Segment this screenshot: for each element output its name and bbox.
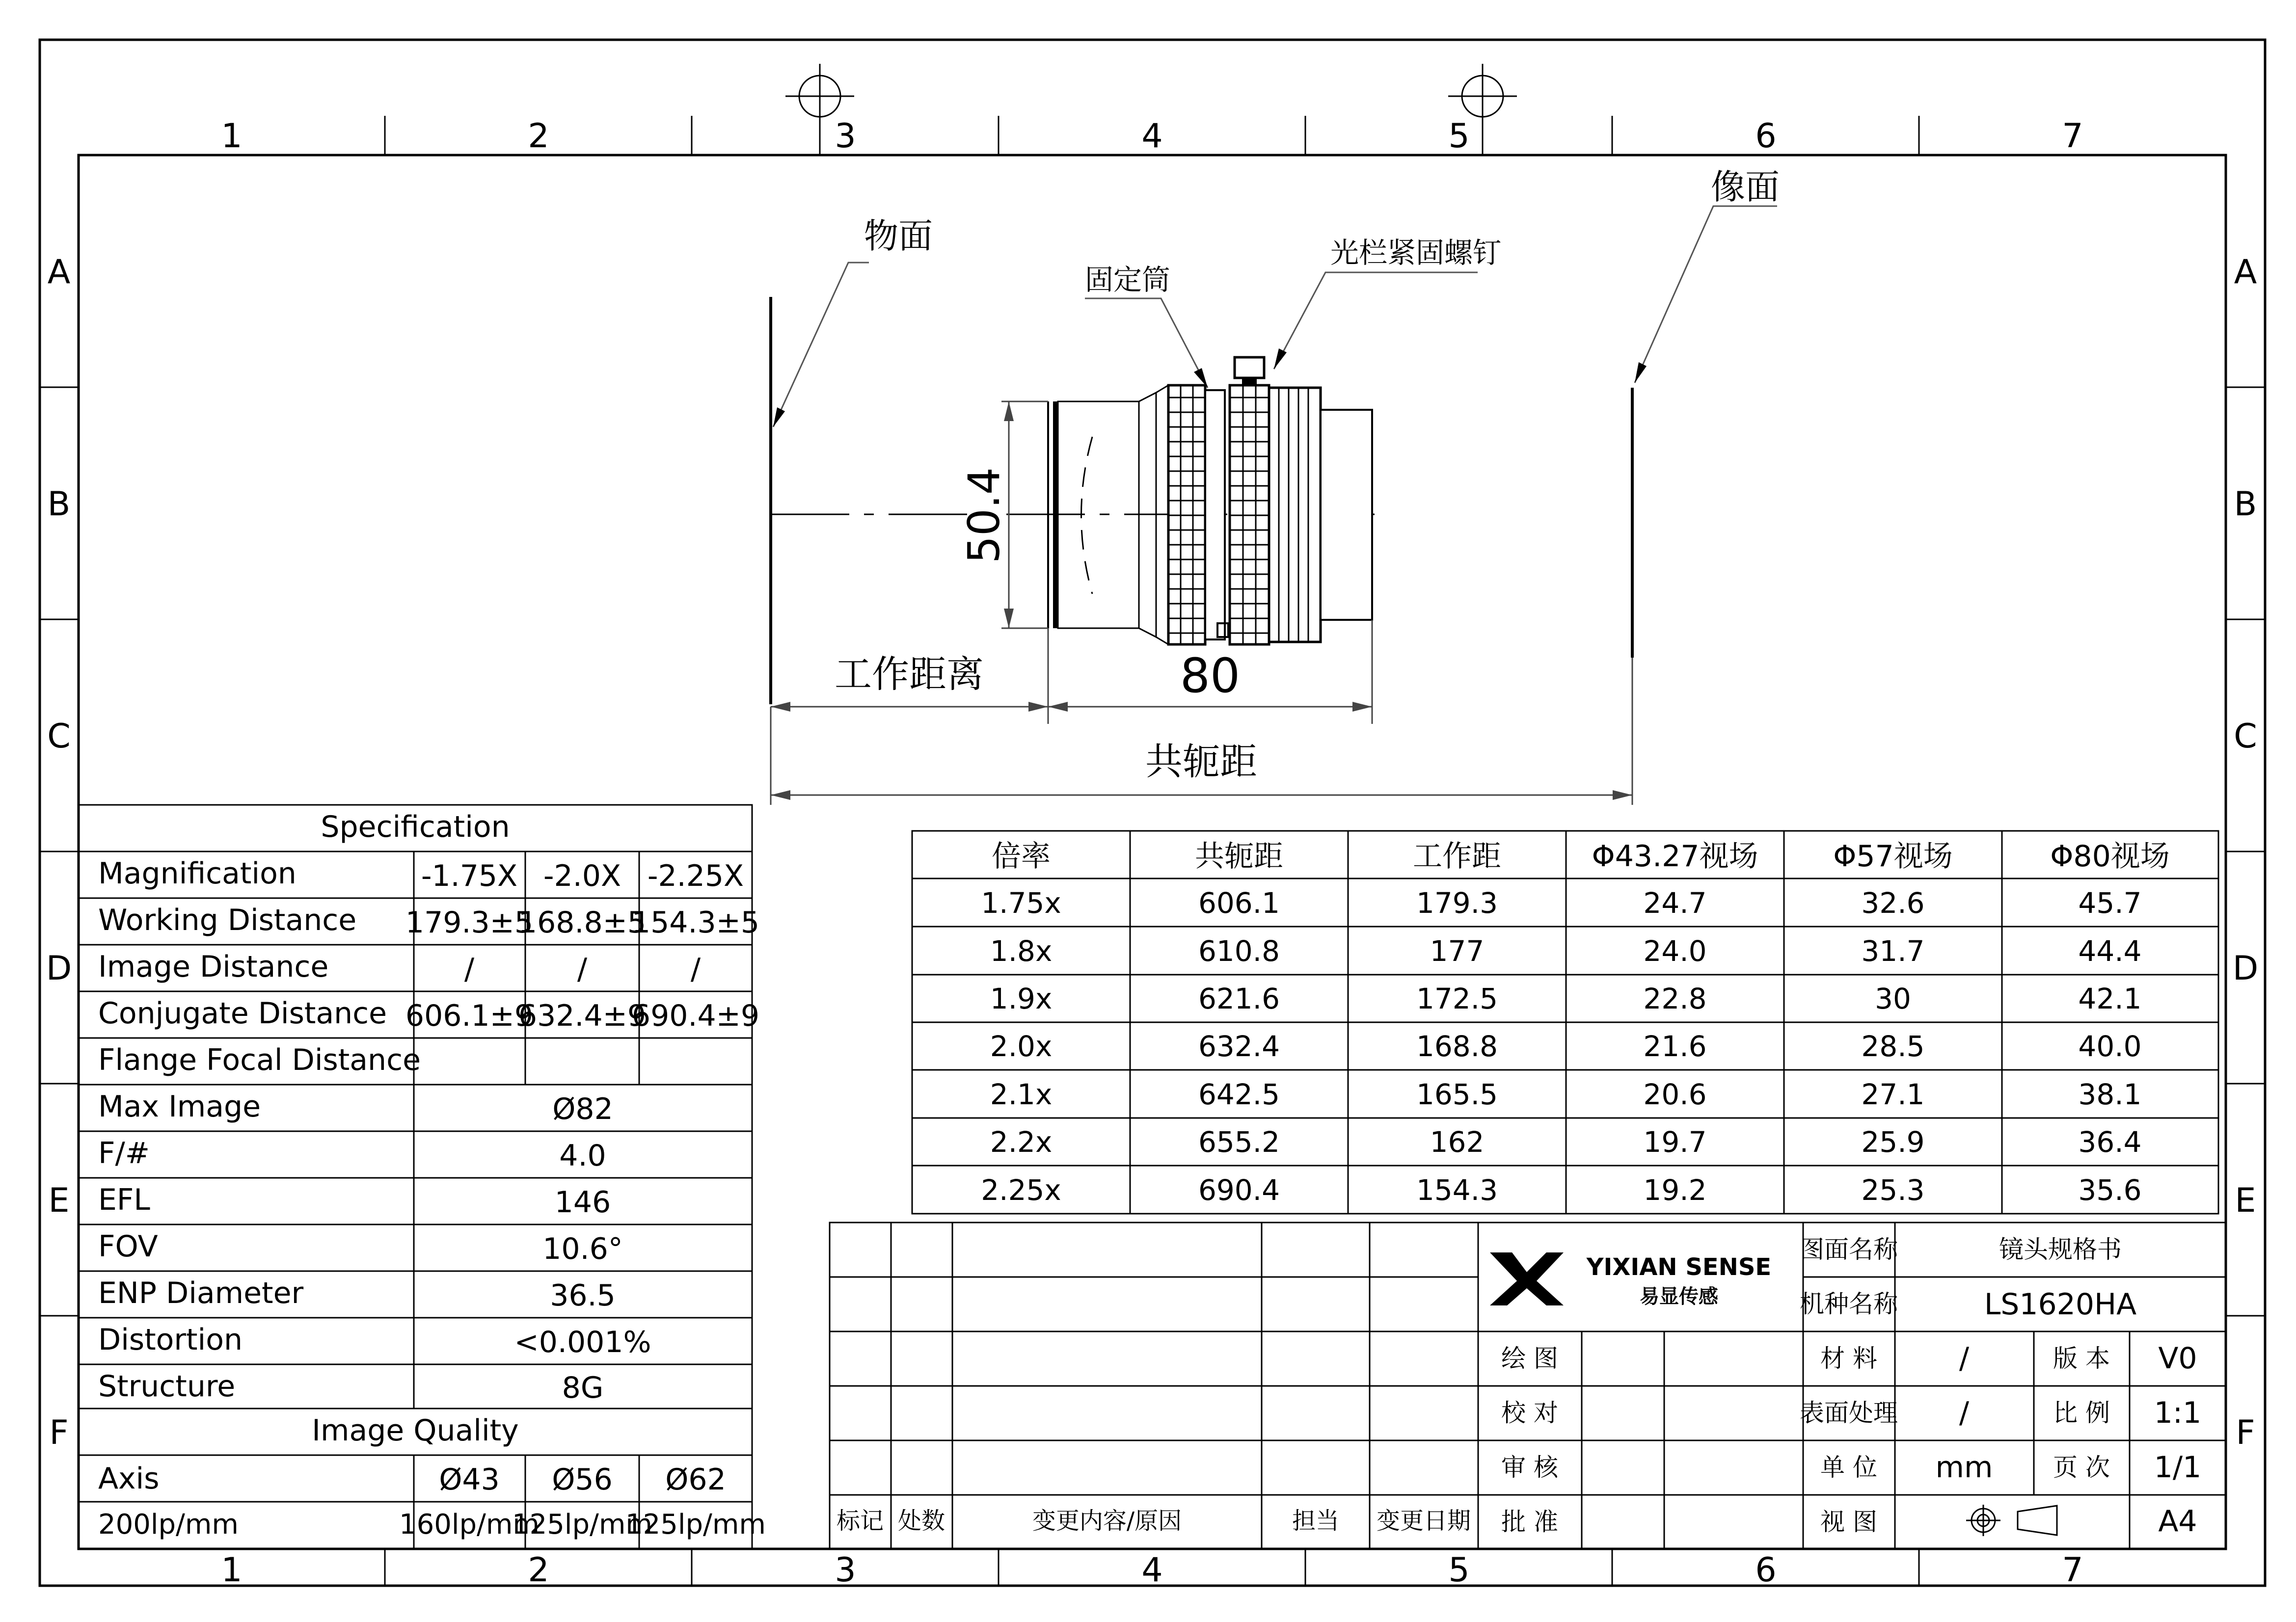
- mag-cell: 19.7: [1643, 1125, 1707, 1159]
- length-dimension: 80: [1180, 648, 1241, 703]
- row-label-left-e: E: [48, 1181, 70, 1220]
- mag-cell: 44.4: [2078, 934, 2142, 968]
- spec-value: 160lp/mm: [399, 1509, 540, 1541]
- mag-header: 共轭距: [1195, 839, 1283, 874]
- spec-label-axis: Axis: [98, 1462, 160, 1496]
- mag-header: 倍率: [992, 839, 1051, 874]
- revision-header: 变更内容/原因: [1032, 1507, 1182, 1535]
- spec-value: Ø62: [665, 1462, 726, 1497]
- mag-header: 工作距: [1413, 839, 1501, 874]
- row-label-left-a: A: [47, 253, 71, 292]
- stop-screw: [1235, 357, 1264, 378]
- drawing-name: 镜头规格书: [1999, 1235, 2122, 1264]
- revision-header: 担当: [1292, 1507, 1340, 1535]
- mag-cell: 40.0: [2078, 1030, 2142, 1063]
- mag-cell: 655.2: [1198, 1125, 1280, 1159]
- spec-value: /: [690, 952, 701, 986]
- col-label-bottom-7: 7: [2062, 1551, 2083, 1590]
- col-label-bottom-4: 4: [1141, 1551, 1163, 1590]
- revision-header: 处数: [897, 1507, 945, 1535]
- spec-label-efl: EFL: [98, 1183, 150, 1217]
- row-label-left-f: F: [49, 1413, 69, 1452]
- spec-value: -2.0X: [543, 859, 621, 893]
- scale-label: 比 例: [2053, 1399, 2110, 1427]
- spec-value-f-number: 4.0: [559, 1139, 606, 1173]
- mag-cell: 165.5: [1416, 1078, 1498, 1111]
- page-label: 页 次: [2053, 1453, 2110, 1482]
- page-value: 1/1: [2154, 1450, 2202, 1485]
- col-label-top-5: 5: [1448, 117, 1470, 156]
- version-label: 版 本: [2053, 1344, 2110, 1373]
- material-label: 材 料: [1820, 1344, 1877, 1373]
- spec-value: 125lp/mm: [625, 1509, 766, 1541]
- mag-cell: 38.1: [2078, 1078, 2142, 1111]
- row-label-left-b: B: [47, 485, 71, 524]
- mag-cell: 27.1: [1861, 1078, 1925, 1111]
- col-label-top-1: 1: [221, 117, 243, 156]
- spec-value: 179.3±5: [405, 905, 534, 940]
- spec-label-f-number: F/#: [98, 1136, 150, 1170]
- mag-cell: 25.3: [1861, 1173, 1925, 1207]
- mag-cell: 20.6: [1643, 1078, 1707, 1111]
- row-label-left-d: D: [46, 949, 72, 988]
- mag-cell: 2.1x: [990, 1078, 1053, 1111]
- mag-header: Φ80视场: [2050, 839, 2170, 874]
- sign-label-checked: 校 对: [1501, 1399, 1558, 1427]
- mag-cell: 24.7: [1643, 886, 1707, 920]
- mag-cell: 2.2x: [990, 1125, 1053, 1159]
- brand-logo: [1490, 1252, 1771, 1308]
- mag-cell: 1.75x: [981, 886, 1061, 920]
- mag-cell: 179.3: [1416, 886, 1498, 920]
- spec-title: Specification: [321, 810, 510, 844]
- revision-header: 标记: [836, 1507, 884, 1535]
- mag-cell: 610.8: [1198, 934, 1280, 968]
- mag-cell: 1.9x: [990, 982, 1053, 1015]
- surface-value: /: [1959, 1396, 1970, 1430]
- spec-label-structure: Structure: [98, 1369, 236, 1404]
- mag-cell: 24.0: [1643, 934, 1707, 968]
- spec-value: /: [464, 952, 475, 986]
- mag-cell: 21.6: [1643, 1030, 1707, 1063]
- spec-label-magnification: Magnification: [98, 856, 297, 891]
- col-label-bottom-3: 3: [835, 1551, 856, 1590]
- mag-cell: 642.5: [1198, 1078, 1280, 1111]
- col-label-top-2: 2: [528, 117, 549, 156]
- mag-cell: 2.0x: [990, 1030, 1053, 1063]
- mag-header: Φ57视场: [1833, 839, 1953, 874]
- spec-value-structure: 8G: [562, 1371, 604, 1405]
- front-lens-curve: [1081, 437, 1093, 594]
- mag-header: Φ43.27视场: [1592, 839, 1758, 874]
- working-distance-label: 工作距离: [835, 652, 984, 696]
- mag-cell: 606.1: [1198, 886, 1280, 920]
- spec-value-efl: 146: [554, 1185, 611, 1220]
- mag-cell: 621.6: [1198, 982, 1280, 1015]
- mag-cell: 172.5: [1416, 982, 1498, 1015]
- mag-cell: 690.4: [1198, 1173, 1280, 1207]
- mag-cell: 25.9: [1861, 1125, 1925, 1159]
- mag-cell: 32.6: [1861, 886, 1925, 920]
- sign-label-reviewed: 审 核: [1501, 1453, 1558, 1482]
- spec-value: 690.4±9: [631, 999, 760, 1033]
- scale-value: 1:1: [2154, 1396, 2202, 1430]
- mag-cell: 19.2: [1643, 1173, 1707, 1207]
- row-label-right-d: D: [2232, 949, 2259, 988]
- row-label-right-c: C: [2234, 717, 2257, 756]
- col-label-top-4: 4: [1141, 117, 1163, 156]
- paper-size: A4: [2158, 1504, 2197, 1539]
- mag-cell: 632.4: [1198, 1030, 1280, 1063]
- spec-label-max-image: Max Image: [98, 1090, 261, 1124]
- title-block: [830, 1223, 2226, 1549]
- revision-header: 变更日期: [1376, 1507, 1471, 1535]
- row-label-right-b: B: [2234, 485, 2257, 524]
- spec-label-distortion: Distortion: [98, 1323, 243, 1357]
- mag-cell: 154.3: [1416, 1173, 1498, 1207]
- spec-value: /: [577, 952, 588, 986]
- sign-label-drawn: 绘 图: [1501, 1344, 1558, 1373]
- image-quality-title: Image Quality: [312, 1413, 519, 1448]
- spec-value-max-image: Ø82: [552, 1092, 613, 1126]
- mag-cell: 42.1: [2078, 982, 2142, 1015]
- spec-value: 154.3±5: [631, 905, 760, 940]
- version-value: V0: [2158, 1341, 2197, 1376]
- spec-label-enp-diameter: ENP Diameter: [98, 1276, 304, 1310]
- lens-drawing: [771, 167, 1780, 805]
- model-name: LS1620HA: [1984, 1287, 2137, 1322]
- mag-cell: 1.8x: [990, 934, 1053, 968]
- col-label-bottom-2: 2: [528, 1551, 549, 1590]
- diameter-dimension: 50.4: [959, 467, 1009, 563]
- mag-cell: 22.8: [1643, 982, 1707, 1015]
- row-label-right-e: E: [2235, 1181, 2256, 1220]
- col-label-top-3: 3: [835, 117, 856, 156]
- mag-cell: 2.25x: [981, 1173, 1061, 1207]
- spec-label-flange-focal-distance: Flange Focal Distance: [98, 1043, 421, 1077]
- col-label-bottom-1: 1: [221, 1551, 243, 1590]
- drawing-name-label: 图面名称: [1800, 1235, 1898, 1264]
- image-plane-label: 像面: [1711, 167, 1780, 207]
- spec-value-enp-diameter: 36.5: [550, 1278, 616, 1313]
- model-label: 机种名称: [1800, 1290, 1898, 1318]
- spec-label-working-distance: Working Distance: [98, 903, 357, 937]
- spec-value: -2.25X: [647, 859, 744, 893]
- brand-name-cn: 易显传感: [1640, 1285, 1718, 1308]
- conjugate-distance-label: 共轭距: [1145, 740, 1257, 783]
- rear-barrel: [1321, 410, 1372, 620]
- spec-value: 606.1±9: [405, 999, 534, 1033]
- mag-cell: 162: [1430, 1125, 1485, 1159]
- projection-symbol-icon: [1966, 1505, 2057, 1536]
- spec-value-fov: 10.6°: [542, 1232, 623, 1266]
- spec-value: 125lp/mm: [512, 1509, 652, 1541]
- col-label-bottom-6: 6: [1755, 1551, 1777, 1590]
- spec-label-image-distance: Image Distance: [98, 950, 329, 984]
- mag-cell: 30: [1875, 982, 1911, 1015]
- col-label-top-7: 7: [2062, 117, 2083, 156]
- spec-value-distortion: <0.001%: [514, 1325, 651, 1359]
- col-label-top-6: 6: [1755, 117, 1777, 156]
- unit-label: 单 位: [1820, 1453, 1877, 1482]
- spec-value: -1.75X: [421, 859, 518, 893]
- material-value: /: [1959, 1341, 1970, 1376]
- mag-cell: 35.6: [2078, 1173, 2142, 1207]
- mag-cell: 168.8: [1416, 1030, 1498, 1063]
- spec-value: 168.8±5: [518, 905, 647, 940]
- stop-screw-label: 光栏紧固螺钉: [1330, 236, 1502, 269]
- spec-label-conjugate-distance: Conjugate Distance: [98, 996, 387, 1031]
- object-plane-label: 物面: [864, 216, 933, 256]
- surface-label: 表面处理: [1800, 1399, 1898, 1427]
- row-label-right-f: F: [2236, 1413, 2255, 1452]
- mag-cell: 31.7: [1861, 934, 1925, 968]
- row-label-right-a: A: [2234, 253, 2257, 292]
- col-label-bottom-5: 5: [1448, 1551, 1470, 1590]
- unit-value: mm: [1935, 1450, 1993, 1485]
- mount-thread: [1269, 388, 1321, 642]
- magnification-table: [912, 831, 2218, 1214]
- specification-table: [79, 805, 766, 1549]
- brand-name: YIXIAN SENSE: [1586, 1253, 1772, 1281]
- spec-value: 632.4±9: [518, 999, 647, 1033]
- mag-cell: 45.7: [2078, 886, 2142, 920]
- mag-cell: 177: [1430, 934, 1485, 968]
- view-label: 视 图: [1820, 1508, 1877, 1536]
- spec-label-fov: FOV: [98, 1229, 158, 1264]
- spec-value: Ø43: [439, 1462, 500, 1497]
- fixed-barrel-label: 固定筒: [1085, 263, 1171, 296]
- mag-cell: 28.5: [1861, 1030, 1925, 1063]
- sign-label-approved: 批 准: [1501, 1508, 1558, 1536]
- mag-cell: 36.4: [2078, 1125, 2142, 1159]
- spec-label-lp: 200lp/mm: [98, 1509, 239, 1541]
- spec-value: Ø56: [552, 1462, 613, 1497]
- row-label-left-c: C: [47, 717, 71, 756]
